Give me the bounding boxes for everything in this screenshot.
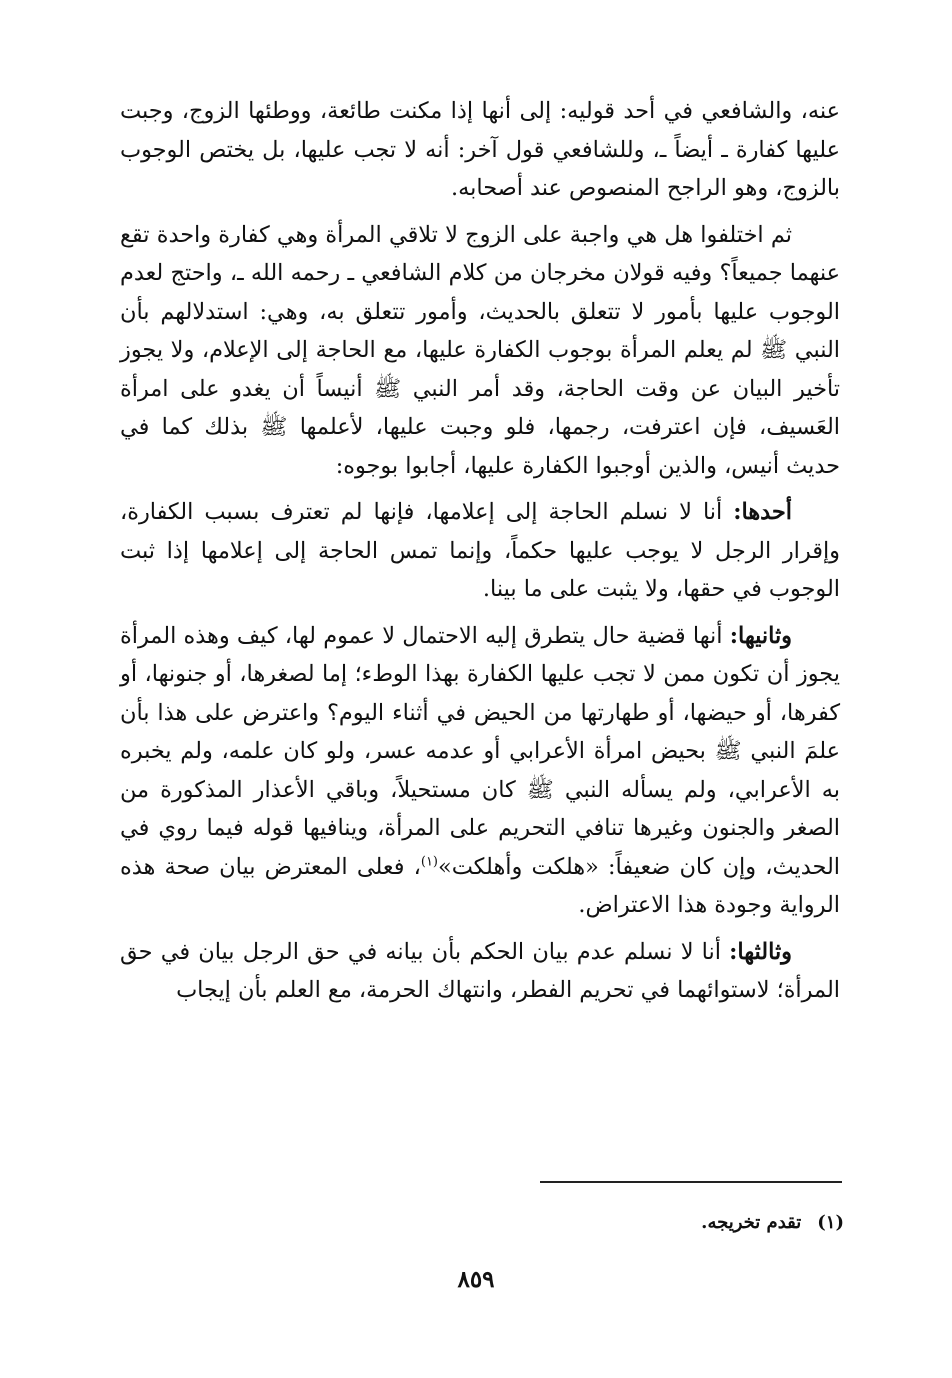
- page-number: ٨٥٩: [457, 1266, 495, 1293]
- footnote-divider: [540, 1181, 842, 1183]
- paragraph-4-text-b: ، فعلى المعترض بيان صحة هذه الرواية وجودة هذا الاعتراض.: [120, 853, 840, 918]
- footnote-text: تقدم تخريجه.: [701, 1212, 802, 1233]
- footnote: [701, 1208, 844, 1238]
- paragraph-3-heading: أحدها:: [733, 499, 792, 525]
- paragraph-1: عنه، والشافعي في أحد قوليه: إلى أنها إذا مكنت طائعة، ووطئها الزوج، وجبت عليها كفارة ـ أيضاً ـ، وللشافعي قول آخر: أنه لا تجب عليها، بل يختص الوجوب بالزوج، وهو الراجح المنصوص عند أصحابه.: [120, 98, 840, 201]
- paragraph-5-heading: وثالثها:: [729, 938, 792, 965]
- paragraph-2: ثم اختلفوا هل هي واجبة على الزوج لا تلاقي المرأة وهي كفارة واحدة تقع عنهما جميعاً؟ وفيه قولان مخرجان من كلام الشافعي ـ رحمه الله ـ، واحتج لعدم الوجوب عليها بأمور لا تتعلق بالحديث، وأمور تتعلق به، وهي: استدلالهم بأن النبي ﷺ لم يعلم المرأة بوجوب الكفارة عليها، مع الحاجة إلى الإعلام، ولا يجوز تأخير البيان عن وقت الحاجة، وقد أمر النبي ﷺ أنيساً أن يغدو على امرأة العَسيف، فإن اعترفت، رجمها، فلو وجبت عليها، لأعلمها ﷺ بذلك كما في حديث أنيس، والذين أوجبوا الكفارة عليها، أجابوا بوجوه:: [120, 221, 840, 479]
- page-body: [120, 92, 840, 1010]
- paragraph-3-text: أنا لا نسلم الحاجة إلى إعلامها، فإنها لم تعترف بسبب الكفارة، وإقرار الرجل لا يوجب عليها حكماً، وإنما تمس الحاجة إلى إعلامها إذا ثبت الوجوب في حقها، ولا يثبت على ما بينا.: [120, 499, 840, 602]
- paragraph-4: [120, 617, 840, 925]
- paragraph-4-text-a: أنها قضية حال يتطرق إليه الاحتمال لا عموم لها، كيف وهذه المرأة يجوز أن تكون ممن لا تجب عليها الكفارة بهذا الوطء؛ إما لصغرها، أو جنونها، أو كفرها، أو حيضها، أو طهارتها من الحيض في أثناء اليوم؟ واعترض على هذا بأن علمَ النبي ﷺ بحيض امرأة الأعرابي أو عدمه عسر، ولو كان علمه، ولم يخبره به الأعرابي، ولم يسأله النبي ﷺ كان مستحيلاً، وباقي الأعذار المذكورة من الصغر والجنون وغيرها تنافي التحريم على المرأة، وينافيها قوله فيما روي في الحديث، وإن كان ضعيفاً: «هلكت وأهلكت»: [120, 622, 840, 880]
- paragraph-3: [120, 493, 840, 609]
- paragraph-4-heading: وثانيها:: [729, 622, 792, 649]
- footnote-number: (١): [817, 1212, 844, 1233]
- footnote-reference[interactable]: (١): [420, 854, 438, 870]
- paragraph-5: [120, 933, 840, 1010]
- paragraph-5-text: أنا لا نسلم عدم بيان الحكم بأن بيانه في حق الرجل بيان في حق المرأة؛ لاستوائهما في تحريم الفطر، وانتهاك الحرمة، مع العلم بأن إيجاب: [120, 938, 840, 1003]
